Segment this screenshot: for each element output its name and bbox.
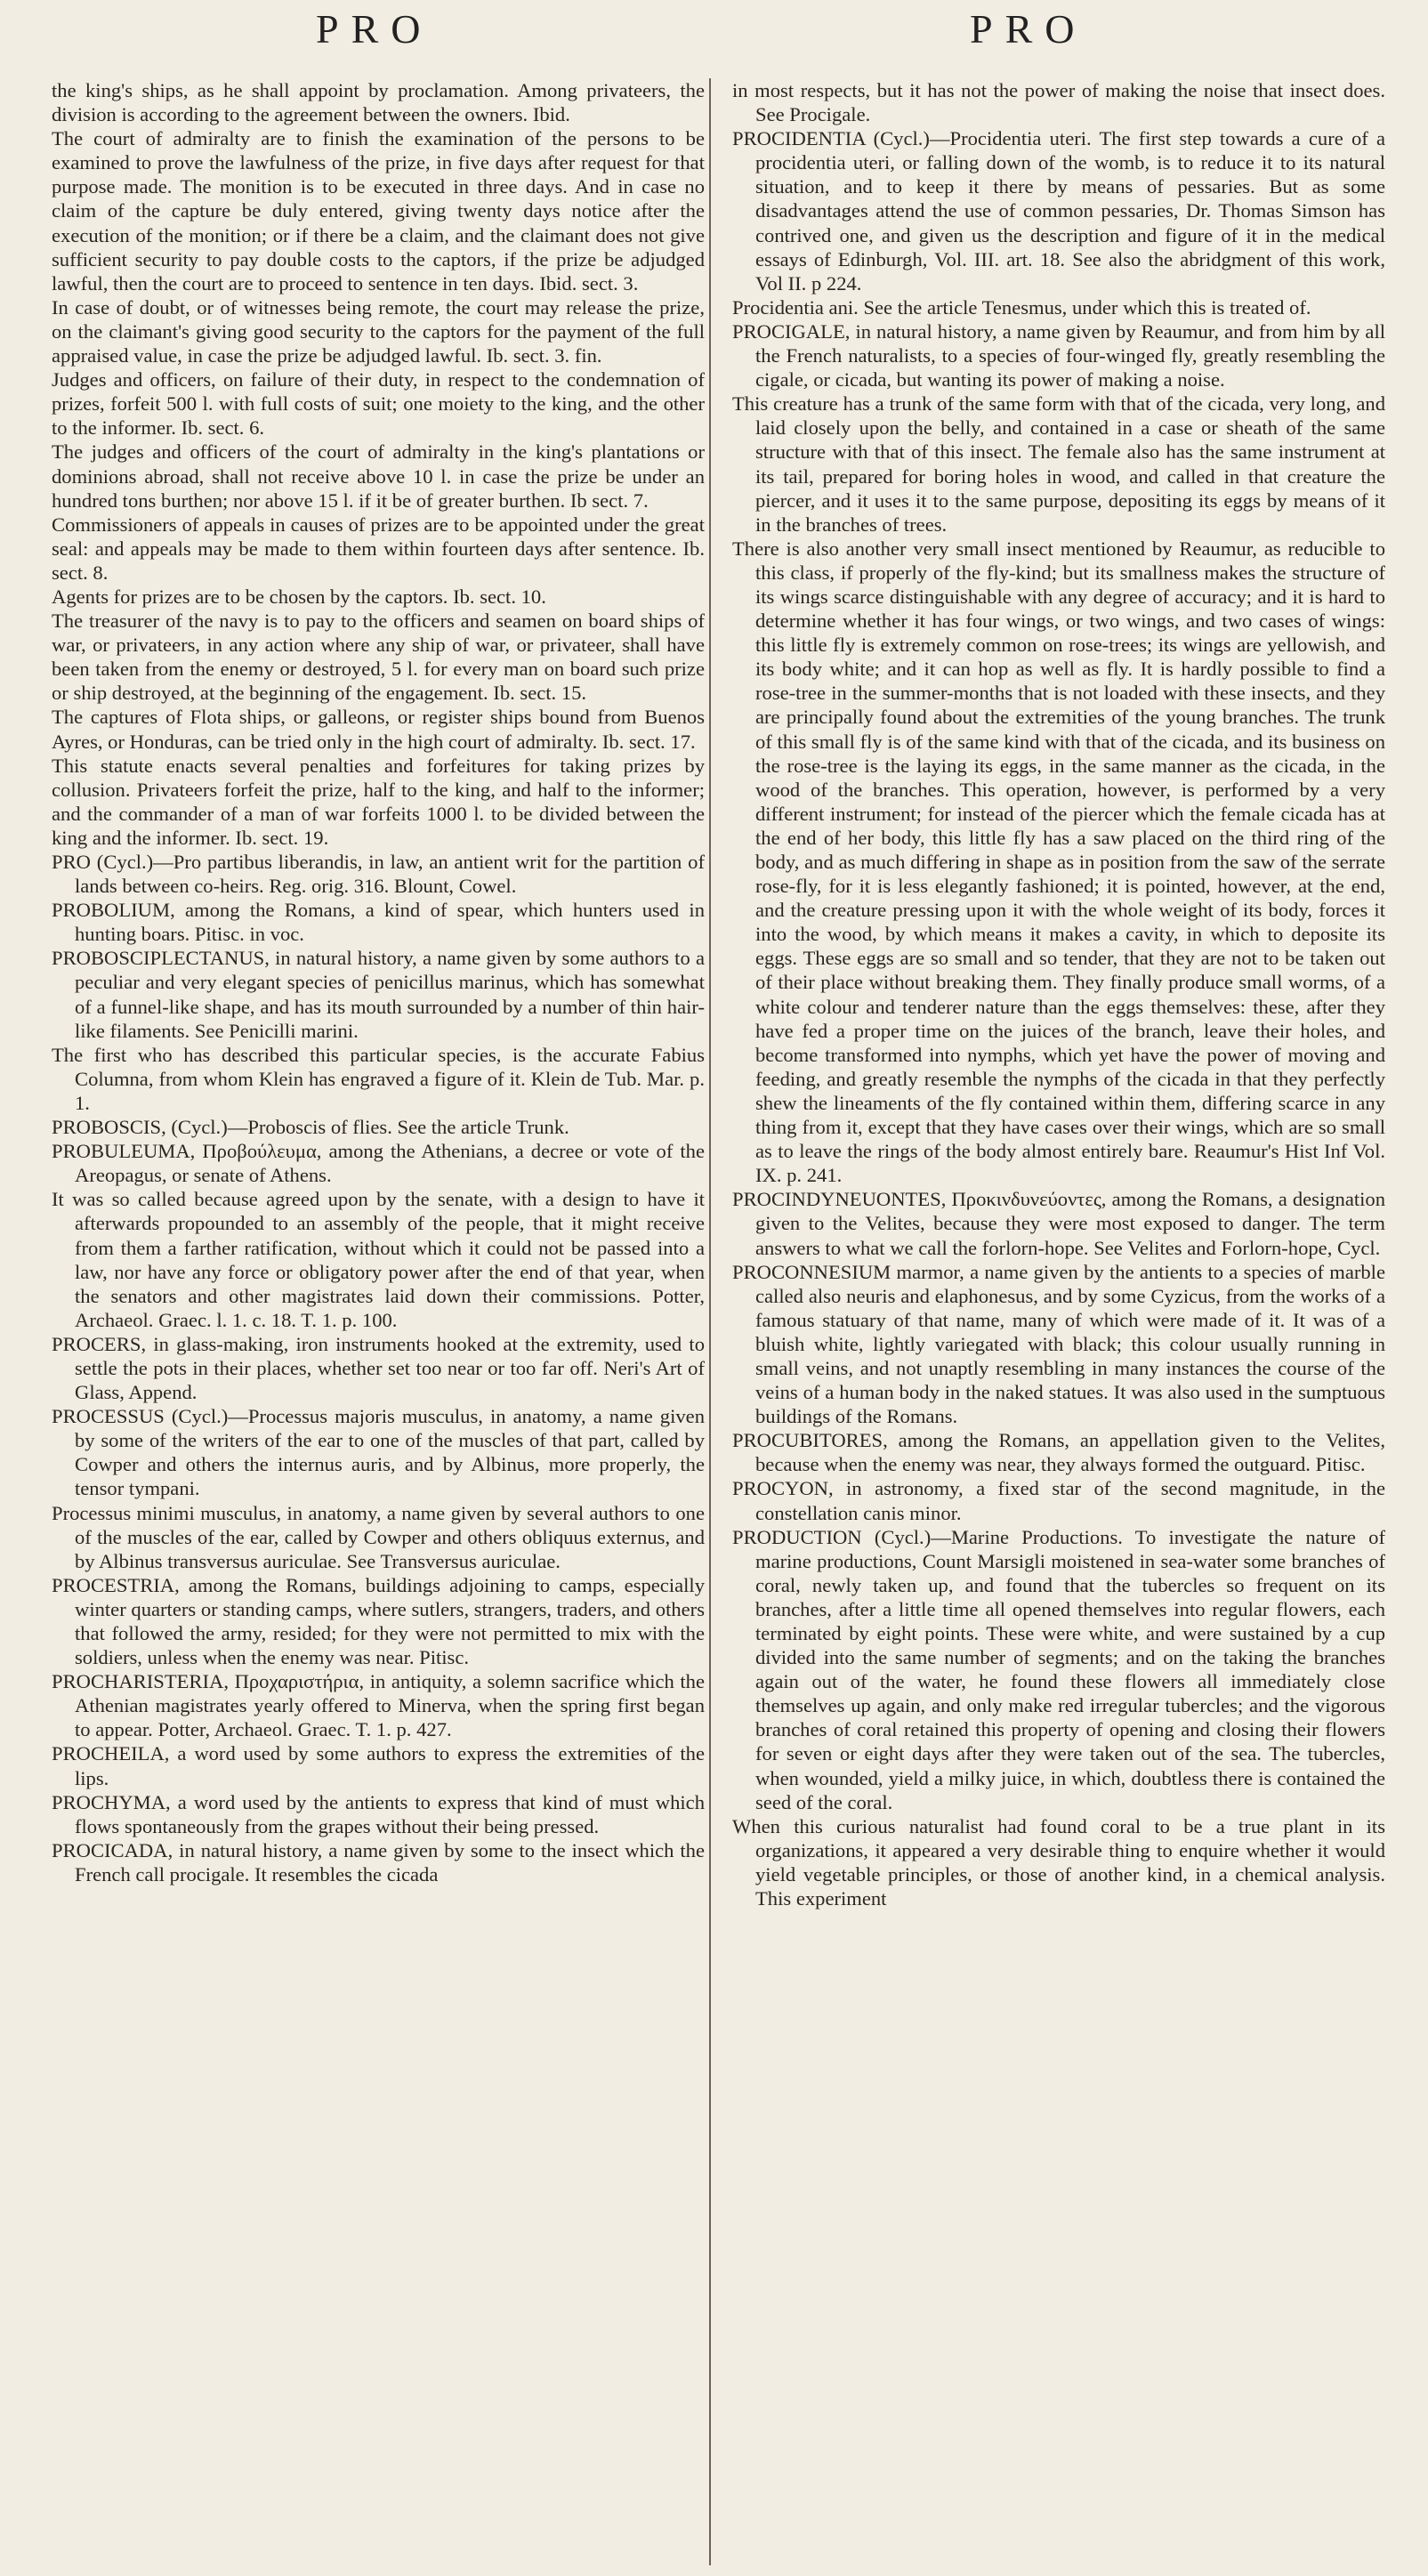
paragraph: Procidentia ani. See the article Tenesmus, under which this is treated of. — [732, 295, 1311, 319]
paragraph: PROCESSUS (Cycl.)—Processus majoris musculus, in anatomy, a name given by some of the writers of the ear to one of the muscles of that part, called by Cowper and others the internus auris, and by Albinus, more properly, the tensor tympani. — [52, 1405, 705, 1500]
paragraph: PROCONNESIUM marmor, a name given by the antients to a species of marble called also neuris and elaphonesus, and by some Cyzicus, from the works of a famous statuary of that name, many of which were made of it. It was of a bluish white, lightly variegated with black; this colour usually running in small veins, and not unaptly resembling in many instances the course of the veins of a human body in the naked statues. It was also used in the sumptuous buildings of the Romans. — [732, 1260, 1385, 1428]
paragraph: PROCHYMA, a word used by the antients to express that kind of must which flows spontaneously from the grapes without their being pressed. — [52, 1790, 705, 1837]
paragraph: PROCINDYNEUONTES, Προκινδυνεύοντες, among the Romans, a designation given to the Velites, because they were most exposed to danger. The term answers to what we call the forlorn-hope. See Velites and Forlorn-hope, Cycl. — [732, 1188, 1385, 1259]
paragraph: PROBOSCIPLECTANUS, in natural history, a name given by some authors to a peculiar and very elegant species of penicillus marinus, which has somewhat of a funnel-like shape, and has its mouth surrounded by a number of thin hair-like filaments. See Penicilli marini. — [52, 947, 705, 1042]
paragraph: The treasurer of the navy is to pay to the officers and seamen on board ships of war, or privateers, in any action where any ship of war, or privateer, shall have been taken from the enemy or destroyed, 5 l. for every man on board such prize or ship destroyed, at the beginning of the engagement. Ib. sect. 15. — [52, 610, 705, 705]
paragraph: PROCESTRIA, among the Romans, buildings adjoining to camps, especially winter quarters or standing camps, where sutlers, strangers, traders, and others that followed the army, resided; for they were not permitted to mix with the soldiers, unless when the enemy was near. Pitisc. — [52, 1573, 705, 1669]
paragraph: The first who has described this particular species, is the accurate Fabius Columna, from whom Klein has engraved a figure of it. Klein de Tub. Mar. p. 1. — [52, 1043, 705, 1114]
paragraph: This statute enacts several penalties and forfeitures for taking prizes by collusion. Privateers forfeit the prize, half to the king, and half to the informer; and the commander of a man of war forfeits 1000 l. to be divided between the king and the informer. Ib. sect. 19. — [52, 754, 705, 849]
paragraph: Agents for prizes are to be chosen by the captors. Ib. sect. 10. — [52, 585, 546, 608]
paragraph: The captures of Flota ships, or galleons, or register ships bound from Buenos Ayres, or Honduras, can be tried only in the high court of admiralty. Ib. sect. 17. — [52, 706, 705, 753]
paragraph: This creature has a trunk of the same form with that of the cicada, very long, and laid closely upon the belly, and contained in a case or sheath of the same structure with that of this insect. The female also has the same instrument at its tail, prepared for boring holes in wood, and called in that creature the piercer, and it uses it to the same purpose, depositing its eggs by means of it in the branches of trees. — [732, 392, 1385, 536]
paragraph: PROBULEUMA, Προβούλευμα, among the Athenians, a decree or vote of the Areopagus, or senate of Athens. — [52, 1140, 705, 1187]
paragraph: It was so called because agreed upon by the senate, with a design to have it afterwards propounded to an assembly of the people, that it might receive from them a farther ratification, without which it could not be passed into a law, nor have any force or obligatory power after the end of that year, when the senators and other magistrates laid down their commissions. Potter, Archaeol. Graec. l. 1. c. 18. T. 1. p. 100. — [52, 1188, 705, 1331]
paragraph: in most respects, but it has not the power of making the noise that insect does. See Procigale. — [732, 79, 1385, 126]
paragraph: PROBOSCIS, (Cycl.)—Proboscis of flies. See the article Trunk. — [52, 1116, 569, 1139]
left-column — [52, 78, 705, 2570]
paragraph: There is also another very small insect mentioned by Reaumur, as reducible to this class, if properly of the fly-kind; but its smallness makes the structure of its wings scarce distinguishable with any degree of accuracy; and it is hard to determine whether it has four wings, or two wings, and two cases of wings: this little fly is extremely common on rose-trees; its wings are yellowish, and its body white; and it can hop as well as fly. It is hardly possible to find a rose-tree in the summer-months that is not loaded with these insects, and they are principally found about the extremities of the young branches. The trunk of this small fly is of the same kind with that of the cicada, and its business on the rose-tree is the laying its eggs, in the same manner as the cicada, in the wood of the branches. This operation, however, is performed by a very different instrument; for instead of the piercer which the female cicada has at the end of her body, this little fly has a saw placed on the third ring of the body, and as much differing in shape as in position from the saw of the serrate rose-fly, for it is less elegantly fashioned; it is pointed, however, at the end, and the creature pressing upon it with the whole weight of its body, forces it into the wood, by which means it makes a cavity, in which to deposite its eggs. These eggs are so small and so tender, that they are not to be taken out of their place without breaking them. They finally produce small worms, of a white colour and tenderer nature than the eggs themselves: these, after they have fed a proper time on the juices of the branch, leave their holes, and become transformed into nymphs, which yet have the power of moving and feeding, and greatly resemble the nymphs of the cicada in that they perfectly shew the lineaments of the fly contained within them, differing scarce in any thing from it, except that they have cases over their wings, which are so small as to leave the rings of the body almost entirely bare. Reaumur's Hist Inf Vol. IX. p. 241. — [732, 537, 1385, 1187]
paragraph: The court of admiralty are to finish the examination of the persons to be examined to prove the lawfulness of the prize, in five days after request for that purpose made. The monition is to be executed in three days. And in case no claim of the capture be duly entered, giving twenty days notice after the execution of the monition; or if there be a claim, and the claimant does not give sufficient security to pay double costs to the captors, if the prize be adjudged lawful, then the court are to proceed to sentence in ten days. Ibid. sect. 3. — [52, 127, 705, 295]
paragraph: PROCIGALE, in natural history, a name given by Reaumur, and from him by all the French naturalists, to a species of four-winged fly, greatly resembling the cigale, or cicada, but wanting its power of making a noise. — [732, 319, 1385, 392]
paragraph: PRODUCTION (Cycl.)—Marine Productions. To investigate the nature of marine productions, Count Marsigli moistened in sea-water some branches of coral, newly taken up, and found that the tubercles so frequent on its branches, after a little time all opened themselves into regular flowers, each terminated by eight points. These were white, and were sustained by a cup divided into the same number of segments; and on the taking the branches again out of the water, he found these flowers all immediately close themselves up again, and only make red irregular tubercles; and the vigorous branches of coral retained this property of opening and closing their flowers for seven or eight days after they were taken out of the sea. The tubercles, when wounded, yield a milky juice, in which, doubtless there is contained the seed of the coral. — [732, 1525, 1385, 1813]
paragraph: the king's ships, as he shall appoint by proclamation. Among privateers, the division is according to the agreement between the owners. Ibid. — [52, 79, 705, 126]
paragraph: PROCHARISTERIA, Προχαριστήρια, in antiquity, a solemn sacrifice which the Athenian magistrates yearly offered to Minerva, when the spring first began to appear. Potter, Archaeol. Graec. T. 1. p. 427. — [52, 1670, 705, 1741]
right-column — [732, 78, 1385, 2570]
paragraph: PROCYON, in astronomy, a fixed star of the second magnitude, in the constellation canis minor. — [732, 1477, 1385, 1524]
paragraph: PROCUBITORES, among the Romans, an appellation given to the Velites, because when the enemy was near, they always formed the outguard. Pitisc. — [732, 1429, 1385, 1476]
running-head-left: PRO — [316, 6, 433, 52]
paragraph: PROCHEILA, a word used by some authors to express the extremities of the lips. — [52, 1742, 705, 1789]
paragraph: PROCICADA, in natural history, a name given by some to the insect which the French call procigale. It resembles the cicada — [52, 1838, 705, 1886]
column-divider — [709, 78, 711, 2565]
running-head-right: PRO — [970, 6, 1087, 52]
paragraph: PROBOLIUM, among the Romans, a kind of spear, which hunters used in hunting boars. Pitisc. in voc. — [52, 899, 705, 946]
paragraph: PRO (Cycl.)—Pro partibus liberandis, in law, an antient writ for the partition of lands between co-heirs. Reg. orig. 316. Blount, Cowel. — [52, 851, 705, 898]
paragraph: Judges and officers, on failure of their duty, in respect to the condemnation of prizes, forfeit 500 l. with full costs of suit; one moiety to the king, and the other to the informer. Ib. sect. 6. — [52, 368, 705, 440]
paragraph: When this curious naturalist had found coral to be a true plant in its organizations, it appeared a very desirable thing to enquire whether it would yield vegetable principles, or those of another kind, in a chemical analysis. This experiment — [732, 1814, 1385, 1910]
paragraph: Processus minimi musculus, in anatomy, a name given by several authors to one of the muscles of the ear, called by Cowper and others obliquus externus, and by Albinus transversus auriculae. See Transversus auriculae. — [52, 1501, 705, 1572]
paragraph: The judges and officers of the court of admiralty in the king's plantations or dominions abroad, shall not receive above 10 l. in case the prize be under an hundred tons burthen; nor above 15 l. if it be of greater burthen. Ib sect. 7. — [52, 440, 705, 512]
paragraph: PROCERS, in glass-making, iron instruments hooked at the extremity, used to settle the pots in their places, whether set too near or too far off. Neri's Art of Glass, Append. — [52, 1332, 705, 1404]
paragraph: Commissioners of appeals in causes of prizes are to be appointed under the great seal: and appeals may be made to them within fourteen days after sentence. Ib. sect. 8. — [52, 513, 705, 584]
paragraph: PROCIDENTIA (Cycl.)—Procidentia uteri. The first step towards a cure of a procidentia uteri, or falling down of the womb, is to reduce it to its natural situation, and to keep it there by means of pessaries. But as some disadvantages attend the use of common pessaries, Dr. Thomas Simson has contrived one, and given us the description and figure of it in the medical essays of Edinburgh, Vol. III. art. 18. See also the abridgment of this work, Vol II. p 224. — [732, 127, 1385, 295]
paragraph: In case of doubt, or of witnesses being remote, the court may release the prize, on the claimant's giving good security to the captors for the payment of the full appraised value, in case the prize be adjudged lawful. Ib. sect. 3. fin. — [52, 295, 705, 367]
